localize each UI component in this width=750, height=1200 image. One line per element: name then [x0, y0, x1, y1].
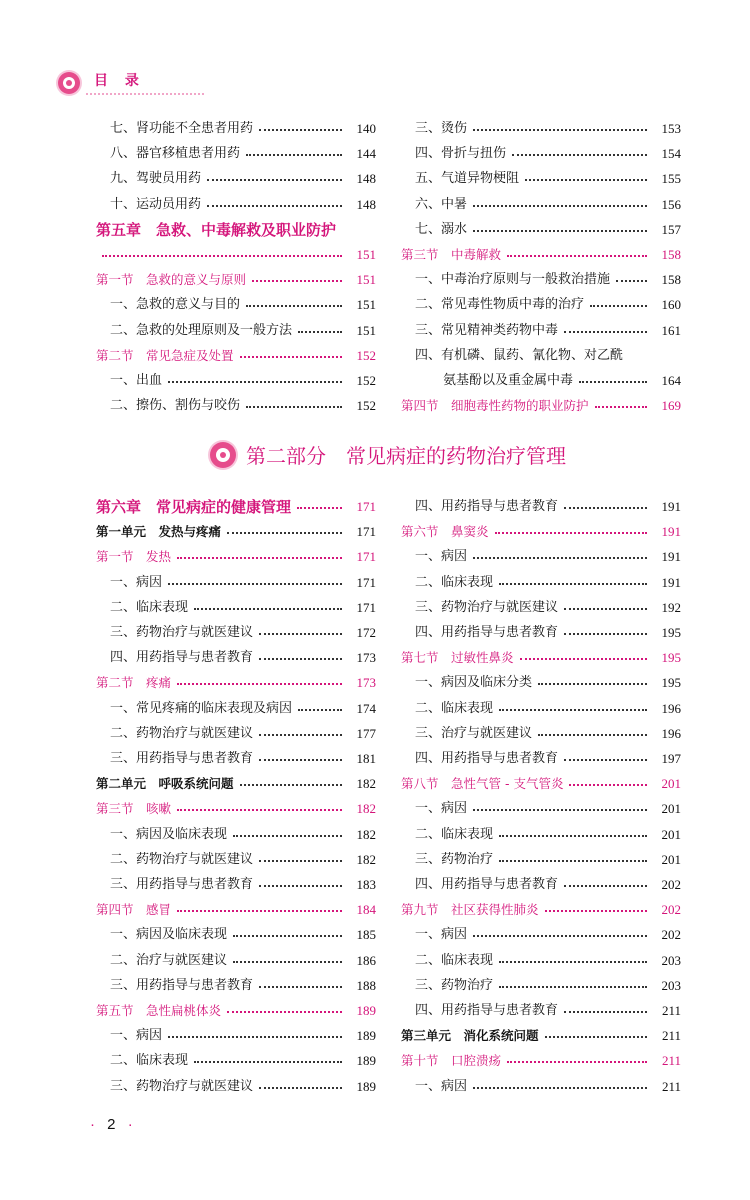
- toc-entry-title: 第一节 急救的意义与原则: [96, 269, 250, 291]
- toc-leader-dots: [473, 205, 647, 207]
- toc-entry-title: 第二节 疼痛: [96, 672, 175, 694]
- toc-entry: [96, 320, 376, 342]
- toc-entry-title: 二、治疗与就医建议: [110, 950, 231, 972]
- toc-entry-title: 第二节 常见急症及处置: [96, 345, 238, 367]
- toc-entry-title: 七、肾功能不全患者用药: [110, 118, 257, 140]
- toc-entry-title: 一、病因: [110, 572, 166, 594]
- toc-entry-page: 158: [661, 272, 681, 288]
- toc-entry-title: 一、病因: [415, 1076, 471, 1098]
- toc-leader-dots: [177, 809, 342, 811]
- toc-entry: [401, 395, 681, 417]
- toc-entry-title: 七、溺水: [415, 219, 471, 241]
- toc-entry-title: 三、药物治疗: [415, 849, 497, 871]
- toc-entry-title: 三、药物治疗与就医建议: [110, 622, 257, 644]
- toc-entry: [96, 824, 376, 846]
- toc-entry-page: 148: [356, 196, 376, 212]
- toc-entry-page: 184: [356, 902, 376, 918]
- toc-entry-title: 二、临床表现: [110, 1050, 192, 1072]
- toc-leader-dots: [499, 835, 647, 837]
- toc-entry: [96, 168, 376, 190]
- toc-entry: [401, 496, 681, 518]
- toc-entry: [401, 244, 681, 266]
- toc-leader-dots: [499, 986, 647, 988]
- toc-entry-page: 164: [661, 373, 681, 388]
- toc-entry: [96, 572, 376, 594]
- toc-entry-title: 一、病因: [415, 798, 471, 820]
- toc-entry-page: 181: [356, 751, 376, 766]
- toc-leader-dots: [564, 1011, 647, 1013]
- toc-entry: [96, 773, 376, 795]
- toc-entry-title: 第三节 咳嗽: [96, 798, 175, 820]
- toc-entry-title: 二、擦伤、割伤与咬伤: [110, 395, 244, 417]
- toc-entry-title: 三、用药指导与患者教育: [110, 975, 257, 997]
- toc-entry-page: 191: [661, 549, 681, 565]
- toc-entry-title: 二、临床表现: [415, 698, 497, 720]
- toc-entry: [401, 647, 681, 669]
- toc-entry-title: 四、用药指导与患者教育: [415, 622, 562, 644]
- toc-entry-title: 二、临床表现: [415, 572, 497, 594]
- toc-entry-title: 第五节 急性扁桃体炎: [96, 1000, 225, 1022]
- toc-entry-title: 二、急救的处理原则及一般方法: [110, 320, 296, 342]
- toc-leader-dots: [259, 1087, 342, 1089]
- header-title: 目 录: [94, 73, 145, 89]
- toc-entry-title: 二、常见毒性物质中毒的治疗: [415, 294, 588, 316]
- toc-entry-title: 四、用药指导与患者教育: [415, 1000, 562, 1022]
- flower-logo-icon: [58, 72, 80, 94]
- toc-entry-page: 156: [661, 196, 681, 212]
- toc-entry-page: 151: [356, 272, 376, 288]
- toc-entry-page: 169: [661, 398, 681, 414]
- toc-entry-title: 第六章 常见病症的健康管理: [96, 496, 295, 518]
- toc-entry: [401, 1076, 681, 1098]
- toc-entry: [96, 924, 376, 946]
- toc-column-bottom-left: [96, 496, 376, 1106]
- toc-entry-page: 153: [661, 121, 681, 136]
- toc-entry-page: 195: [661, 675, 681, 691]
- toc-leader-dots: [297, 507, 342, 509]
- toc-leader-dots: [252, 280, 342, 282]
- toc-entry: [96, 294, 376, 316]
- toc-entry-page: 201: [661, 851, 681, 867]
- toc-entry: [96, 647, 376, 669]
- toc-entry-page: 191: [661, 499, 681, 514]
- toc-entry-page: 144: [356, 146, 376, 162]
- toc-entry-page: 173: [356, 650, 376, 666]
- toc-entry: [96, 597, 376, 619]
- toc-entry-page: 183: [356, 877, 376, 892]
- toc-leader-dots: [102, 255, 342, 257]
- toc-leader-dots: [259, 658, 342, 660]
- toc-entry: [401, 320, 681, 342]
- toc-leader-dots: [246, 154, 342, 156]
- toc-leader-dots: [564, 507, 647, 509]
- toc-entry: [96, 874, 376, 896]
- toc-entry-page: 211: [661, 1078, 681, 1094]
- toc-leader-dots: [194, 608, 342, 610]
- toc-leader-dots: [168, 1036, 342, 1038]
- toc-column-top-left: [96, 118, 376, 418]
- toc-entry-title: 二、临床表现: [110, 597, 192, 619]
- toc-leader-dots: [499, 709, 647, 711]
- toc-entry-title: 第四节 细胞毒性药物的职业防护: [401, 395, 593, 417]
- toc-entry: [401, 168, 681, 190]
- toc-entry: [96, 748, 376, 770]
- toc-entry-title: 第一单元 发热与疼痛: [96, 521, 225, 543]
- toc-entry-title: 三、药物治疗与就医建议: [415, 597, 562, 619]
- toc-entry: [96, 723, 376, 745]
- toc-entry: [401, 672, 681, 694]
- toc-leader-dots: [168, 583, 342, 585]
- toc-entry: [401, 118, 681, 140]
- toc-entry-page: 151: [356, 297, 376, 313]
- toc-entry-page: 171: [356, 574, 376, 590]
- toc-entry-page: 202: [661, 927, 681, 943]
- toc-entry: [401, 194, 681, 216]
- toc-entry: [96, 496, 376, 518]
- toc-entry: [96, 345, 376, 367]
- toc-entry: [401, 219, 681, 241]
- toc-entry: [96, 546, 376, 568]
- toc-entry: [401, 849, 681, 871]
- toc-entry: [96, 370, 376, 392]
- toc-entry-title: 第四节 感冒: [96, 899, 175, 921]
- toc-leader-dots: [507, 1061, 647, 1063]
- toc-leader-dots: [545, 1036, 647, 1038]
- toc-entry-title: 三、常见精神类药物中毒: [415, 320, 562, 342]
- toc-entry-page: 203: [661, 977, 681, 993]
- toc-leader-dots: [569, 784, 647, 786]
- toc-column-bottom-right: [401, 496, 681, 1106]
- toc-entry: [401, 1025, 681, 1047]
- toc-leader-dots: [512, 154, 647, 156]
- toc-leader-dots: [473, 230, 647, 232]
- toc-entry-page: 191: [661, 524, 681, 540]
- toc-entry-page: 211: [661, 1053, 681, 1069]
- toc-leader-dots: [590, 305, 647, 307]
- toc-leader-dots: [495, 532, 647, 534]
- toc-entry-page: 201: [661, 801, 681, 817]
- page-number-value: 2: [107, 1116, 116, 1133]
- toc-entry-title: 三、药物治疗: [415, 975, 497, 997]
- toc-leader-dots: [233, 935, 342, 937]
- toc-entry: [96, 672, 376, 694]
- toc-entry-page: 171: [356, 499, 376, 514]
- toc-leader-dots: [259, 885, 342, 887]
- toc-entry-title: 二、药物治疗与就医建议: [110, 849, 257, 871]
- toc-leader-dots: [564, 608, 647, 610]
- toc-entry-title: 二、临床表现: [415, 950, 497, 972]
- toc-entry-page: 191: [661, 574, 681, 590]
- toc-entry-page: 201: [661, 776, 681, 792]
- toc-entry-title: 四、骨折与扭伤: [415, 143, 510, 165]
- toc-entry-title: 第十节 口腔溃疡: [401, 1050, 505, 1072]
- toc-entry-page: 152: [356, 347, 376, 363]
- toc-leader-dots: [227, 1011, 342, 1013]
- toc-entry: [401, 546, 681, 568]
- toc-entry-title: 一、病因: [415, 546, 471, 568]
- toc-entry-title: 三、治疗与就医建议: [415, 723, 536, 745]
- toc-entry-title: 第六节 鼻窦炎: [401, 521, 493, 543]
- toc-entry-title: 第八节 急性气管 - 支气管炎: [401, 773, 567, 795]
- toc-entry-title: 四、用药指导与患者教育: [110, 647, 257, 669]
- flower-emblem-icon: [210, 442, 236, 468]
- toc-entry: [401, 1000, 681, 1022]
- toc-entry-page: 177: [356, 725, 376, 741]
- toc-leader-dots: [473, 1087, 647, 1089]
- toc-entry-title: 一、病因: [110, 1025, 166, 1047]
- toc-entry: [401, 748, 681, 770]
- toc-entry: [401, 622, 681, 644]
- toc-entry: [401, 723, 681, 745]
- toc-entry: [96, 194, 376, 216]
- toc-leader-dots: [564, 759, 647, 761]
- toc-entry-page: 195: [661, 625, 681, 640]
- toc-entry-title: 一、病因及临床表现: [110, 924, 231, 946]
- toc-entry-page: 197: [661, 751, 681, 766]
- toc-leader-dots: [520, 658, 647, 660]
- toc-entry-page: 201: [661, 826, 681, 842]
- toc-leader-dots: [233, 835, 342, 837]
- toc-entry: [96, 143, 376, 165]
- toc-entry: [96, 1025, 376, 1047]
- toc-leader-dots: [473, 809, 647, 811]
- page-header: [58, 68, 258, 104]
- toc-entry-title: 二、药物治疗与就医建议: [110, 723, 257, 745]
- toc-entry: [96, 698, 376, 720]
- toc-leader-dots: [616, 280, 647, 282]
- toc-entry-page: 152: [356, 398, 376, 414]
- toc-leader-dots: [259, 734, 342, 736]
- toc-entry-title: 四、用药指导与患者教育: [415, 748, 562, 770]
- toc-entry: [401, 572, 681, 594]
- toc-entry: [96, 950, 376, 972]
- toc-leader-dots: [473, 557, 647, 559]
- toc-leader-dots: [298, 331, 342, 333]
- toc-entry: [401, 597, 681, 619]
- toc-entry-title: 五、气道异物梗阻: [415, 168, 523, 190]
- toc-entry-page: 196: [661, 725, 681, 741]
- toc-entry-title: 第三节 中毒解救: [401, 244, 505, 266]
- toc-entry-title: 四、有机磷、鼠药、氰化物、对乙酰: [415, 345, 627, 367]
- toc-entry-page: 152: [356, 373, 376, 388]
- toc-entry-page: 182: [356, 776, 376, 792]
- toc-leader-dots: [177, 557, 342, 559]
- toc-leader-dots: [177, 910, 342, 912]
- toc-entry: [96, 269, 376, 291]
- toc-entry-title: 一、病因: [415, 924, 471, 946]
- toc-entry-page: 189: [356, 1003, 376, 1018]
- toc-entry-title: 四、用药指导与患者教育: [415, 496, 562, 518]
- toc-entry-page: 203: [661, 952, 681, 968]
- toc-leader-dots: [564, 885, 647, 887]
- header-divider: [86, 93, 204, 95]
- toc-entry: [401, 345, 681, 367]
- toc-entry: [96, 798, 376, 820]
- toc-entry-title: 三、药物治疗与就医建议: [110, 1076, 257, 1098]
- page-number-dot-left: ·: [90, 1116, 95, 1133]
- toc-entry-title: 第三单元 消化系统问题: [401, 1025, 543, 1047]
- toc-entry: [96, 849, 376, 871]
- toc-entry-page: 173: [356, 675, 376, 691]
- toc-leader-dots: [259, 129, 342, 131]
- toc-entry-page: 192: [661, 599, 681, 615]
- toc-entry-page: 185: [356, 927, 376, 943]
- toc-leader-dots: [240, 784, 342, 786]
- toc-entry-title: 一、病因及临床表现: [110, 824, 231, 846]
- toc-leader-dots: [525, 179, 647, 181]
- toc-entry-page: 195: [661, 650, 681, 666]
- toc-entry: [401, 975, 681, 997]
- toc-leader-dots: [499, 860, 647, 862]
- toc-entry-title: 四、用药指导与患者教育: [415, 874, 562, 896]
- toc-leader-dots: [564, 331, 647, 333]
- toc-entry: [96, 899, 376, 921]
- toc-entry: [401, 521, 681, 543]
- toc-leader-dots: [564, 633, 647, 635]
- toc-entry: [96, 1000, 376, 1022]
- toc-entry-title: 九、驾驶员用药: [110, 168, 205, 190]
- toc-entry-page: 151: [356, 247, 376, 262]
- toc-leader-dots: [194, 1061, 342, 1063]
- toc-entry-title: 二、临床表现: [415, 824, 497, 846]
- toc-entry: [96, 975, 376, 997]
- toc-entry-page: 171: [356, 599, 376, 615]
- toc-leader-dots: [499, 583, 647, 585]
- toc-entry: [401, 370, 681, 392]
- toc-entry-page: 157: [661, 221, 681, 237]
- toc-entry-page: 189: [356, 1028, 376, 1044]
- toc-entry-page: 140: [356, 121, 376, 136]
- toc-leader-dots: [246, 305, 342, 307]
- toc-entry: [96, 244, 376, 266]
- page-number: [90, 1116, 133, 1133]
- toc-leader-dots: [507, 255, 647, 257]
- toc-entry: [96, 395, 376, 417]
- toc-entry-page: 188: [356, 977, 376, 993]
- toc-entry-page: 171: [356, 524, 376, 540]
- toc-entry-title: 一、常见疼痛的临床表现及病因: [110, 698, 296, 720]
- toc-entry-page: 182: [356, 801, 376, 817]
- toc-entry-page: 172: [356, 625, 376, 640]
- toc-entry-title: 第九节 社区获得性肺炎: [401, 899, 543, 921]
- toc-entry: [401, 924, 681, 946]
- toc-entry-page: 202: [661, 877, 681, 892]
- toc-entry: [401, 294, 681, 316]
- toc-entry-page: 211: [661, 1028, 681, 1044]
- toc-leader-dots: [473, 129, 647, 131]
- toc-leader-dots: [538, 683, 647, 685]
- toc-entry-title: 氨基酚以及重金属中毒: [443, 370, 577, 392]
- toc-entry-page: 189: [356, 1053, 376, 1069]
- toc-leader-dots: [240, 356, 342, 358]
- toc-entry-title: 三、用药指导与患者教育: [110, 748, 257, 770]
- toc-entry: [96, 622, 376, 644]
- toc-entry: [401, 773, 681, 795]
- toc-leader-dots: [246, 406, 342, 408]
- toc-entry-title: 一、中毒治疗原则与一般救治措施: [415, 269, 614, 291]
- toc-entry-page: 174: [356, 700, 376, 716]
- toc-leader-dots: [259, 759, 342, 761]
- toc-entry: [96, 118, 376, 140]
- toc-leader-dots: [473, 935, 647, 937]
- toc-entry-page: 154: [661, 146, 681, 162]
- toc-entry: [401, 798, 681, 820]
- toc-entry-page: 148: [356, 171, 376, 187]
- toc-leader-dots: [207, 205, 342, 207]
- toc-leader-dots: [595, 406, 647, 408]
- toc-entry-title: 第七节 过敏性鼻炎: [401, 647, 518, 669]
- toc-entry: [401, 874, 681, 896]
- toc-entry-page: 158: [661, 247, 681, 262]
- toc-entry: [401, 269, 681, 291]
- toc-entry-page: 182: [356, 826, 376, 842]
- toc-leader-dots: [177, 683, 342, 685]
- toc-entry-title: 一、出血: [110, 370, 166, 392]
- toc-entry-page: 171: [356, 549, 376, 565]
- toc-entry: [401, 143, 681, 165]
- toc-leader-dots: [499, 961, 647, 963]
- toc-leader-dots: [579, 381, 647, 383]
- toc-leader-dots: [207, 179, 342, 181]
- toc-entry-page: 202: [661, 902, 681, 918]
- toc-entry: [401, 950, 681, 972]
- toc-entry: [401, 899, 681, 921]
- toc-entry: [96, 1050, 376, 1072]
- page-number-dot-right: ·: [127, 1116, 133, 1133]
- toc-entry-title: 第二单元 呼吸系统问题: [96, 773, 238, 795]
- toc-entry: [96, 521, 376, 543]
- toc-entry-page: 186: [356, 952, 376, 968]
- toc-entry-title: 一、急救的意义与目的: [110, 294, 244, 316]
- toc-entry-page: 189: [356, 1078, 376, 1094]
- toc-leader-dots: [259, 986, 342, 988]
- toc-leader-dots: [259, 860, 342, 862]
- part-title: 第二部分 常见病症的药物治疗管理: [246, 444, 566, 468]
- toc-entry-title: 三、用药指导与患者教育: [110, 874, 257, 896]
- toc-entry: [401, 1050, 681, 1072]
- toc-entry: [96, 1076, 376, 1098]
- toc-entry-title: 一、病因及临床分类: [415, 672, 536, 694]
- toc-leader-dots: [168, 381, 342, 383]
- toc-column-top-right: [401, 118, 681, 418]
- toc-entry-title: 第五章 急救、中毒解救及职业防护: [96, 219, 340, 241]
- toc-leader-dots: [227, 532, 342, 534]
- toc-entry-title: 第一节 发热: [96, 546, 175, 568]
- toc-entry-page: 160: [661, 297, 681, 313]
- toc-entry: [401, 698, 681, 720]
- toc-leader-dots: [545, 910, 647, 912]
- toc-entry: [401, 824, 681, 846]
- toc-entry-page: 161: [661, 322, 681, 338]
- toc-entry-page: 151: [356, 322, 376, 338]
- toc-leader-dots: [233, 961, 342, 963]
- toc-entry-page: 196: [661, 700, 681, 716]
- toc-entry-title: 十、运动员用药: [110, 194, 205, 216]
- toc-entry-page: 211: [661, 1003, 681, 1018]
- toc-leader-dots: [538, 734, 647, 736]
- toc-entry-title: 八、器官移植患者用药: [110, 143, 244, 165]
- toc-entry-page: 155: [661, 171, 681, 187]
- toc-entry-page: 182: [356, 851, 376, 867]
- toc-leader-dots: [259, 633, 342, 635]
- toc-entry: [96, 219, 376, 241]
- toc-entry-title: 三、烫伤: [415, 118, 471, 140]
- toc-leader-dots: [298, 709, 342, 711]
- toc-entry-title: 六、中暑: [415, 194, 471, 216]
